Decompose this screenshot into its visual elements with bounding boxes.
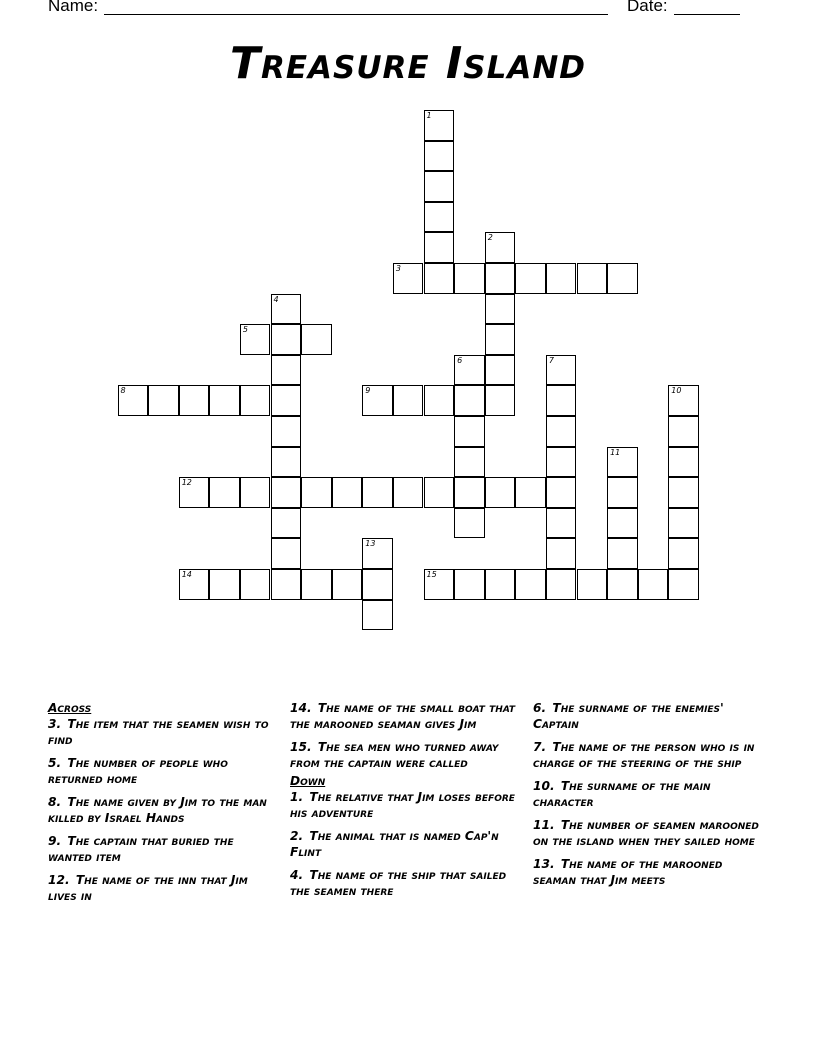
grid-cell[interactable]	[546, 263, 577, 294]
grid-cell[interactable]	[271, 508, 302, 539]
grid-cell[interactable]	[393, 263, 424, 294]
grid-cell[interactable]	[485, 569, 516, 600]
grid-cell[interactable]	[118, 385, 149, 416]
grid-cell[interactable]	[485, 385, 516, 416]
clue-text: The number of people who returned home	[48, 756, 228, 786]
clue-number-label: 4	[273, 294, 279, 304]
clue-number-label: 11	[610, 447, 621, 457]
grid-cell[interactable]	[638, 569, 669, 600]
clue-number-label: 10	[671, 386, 682, 396]
grid-cell[interactable]	[607, 263, 638, 294]
grid-cell[interactable]	[515, 477, 546, 508]
clue-number: 9.	[48, 834, 62, 848]
grid-cell[interactable]	[546, 569, 577, 600]
clue-number: 11.	[533, 818, 555, 832]
grid-cell[interactable]	[362, 569, 393, 600]
clue-number-label: 12	[181, 478, 192, 488]
clue-down-7	[533, 739, 761, 771]
grid-cell[interactable]	[362, 385, 393, 416]
grid-cell[interactable]	[454, 569, 485, 600]
grid-cell[interactable]	[485, 355, 516, 386]
date-line[interactable]	[674, 14, 740, 15]
grid-cell[interactable]	[485, 232, 516, 263]
clue-number-label: 13	[365, 539, 376, 549]
date-label: Date:	[627, 0, 668, 15]
clue-text: The number of seamen marooned on the island when they sailed home	[533, 818, 759, 848]
clue-down-1	[290, 789, 526, 821]
grid-cell[interactable]	[271, 477, 302, 508]
clue-text: The name of the small boat that the marooned seaman gives Jim	[290, 701, 516, 731]
grid-cell[interactable]	[607, 447, 638, 478]
clue-number: 1.	[290, 790, 304, 804]
grid-cell[interactable]	[607, 538, 638, 569]
grid-cell[interactable]	[424, 110, 455, 141]
grid-cell[interactable]	[546, 508, 577, 539]
grid-cell[interactable]	[668, 569, 699, 600]
clue-down-4	[290, 867, 526, 899]
clue-number-label: 7	[548, 355, 554, 365]
grid-cell[interactable]	[240, 324, 271, 355]
clue-down-11	[533, 817, 761, 849]
grid-cell[interactable]	[454, 355, 485, 386]
clue-across-9	[48, 833, 276, 865]
grid-cell[interactable]	[271, 538, 302, 569]
clue-text: The surname of the main character	[533, 779, 711, 809]
grid-cell[interactable]	[607, 477, 638, 508]
clue-number: 13.	[533, 857, 555, 871]
clue-text: The name of the person who is in charge of the steering of the ship	[533, 740, 755, 770]
clue-number: 7.	[533, 740, 547, 754]
grid-cell[interactable]	[209, 477, 240, 508]
clue-down-2	[290, 828, 526, 860]
name-label: Name:	[48, 0, 99, 15]
clue-number: 15.	[290, 740, 312, 754]
grid-cell[interactable]	[209, 385, 240, 416]
clues-column-3	[533, 700, 761, 895]
grid-cell[interactable]	[668, 508, 699, 539]
grid-cell[interactable]	[546, 447, 577, 478]
grid-cell[interactable]	[332, 569, 363, 600]
grid-cell[interactable]	[271, 355, 302, 386]
grid-cell[interactable]	[454, 508, 485, 539]
grid-cell[interactable]	[240, 569, 271, 600]
grid-cell[interactable]	[148, 385, 179, 416]
grid-cell[interactable]	[240, 477, 271, 508]
page-title: Treasure Island	[229, 38, 587, 89]
grid-cell[interactable]	[393, 385, 424, 416]
grid-cell[interactable]	[485, 324, 516, 355]
clue-number-label: 8	[120, 386, 126, 396]
clue-number-label: 9	[365, 386, 371, 396]
grid-cell[interactable]	[424, 477, 455, 508]
grid-cell[interactable]	[668, 416, 699, 447]
grid-cell[interactable]	[424, 171, 455, 202]
clue-number: 2.	[290, 829, 304, 843]
clue-text: The name of the ship that sailed the seamen there	[290, 868, 507, 898]
grid-cell[interactable]	[546, 385, 577, 416]
clue-across-3	[48, 716, 276, 748]
clue-number: 12.	[48, 873, 70, 887]
clue-down-6	[533, 700, 761, 732]
grid-cell[interactable]	[301, 324, 332, 355]
grid-cell[interactable]	[607, 508, 638, 539]
clue-number-label: 1	[426, 111, 432, 120]
grid-cell[interactable]	[546, 538, 577, 569]
clue-number: 14.	[290, 701, 312, 715]
clue-text: The sea men who turned away from the captain were called	[290, 740, 499, 770]
grid-cell[interactable]	[668, 477, 699, 508]
grid-cell[interactable]	[179, 385, 210, 416]
grid-cell[interactable]	[332, 477, 363, 508]
grid-cell[interactable]	[485, 294, 516, 325]
clues-column-2	[290, 700, 526, 906]
clue-number: 10.	[533, 779, 555, 793]
grid-cell[interactable]	[209, 569, 240, 600]
clue-text: The name of the inn that Jim lives in	[48, 873, 248, 903]
clue-number-label: 3	[395, 264, 401, 273]
clue-text: The relative that Jim loses before his adventure	[290, 790, 515, 820]
clue-number: 5.	[48, 756, 62, 770]
clue-text: The item that the seamen wish to find	[48, 717, 269, 747]
grid-cell[interactable]	[271, 416, 302, 447]
grid-cell[interactable]	[454, 447, 485, 478]
clue-text: The animal that is named Cap'n Flint	[290, 829, 499, 859]
clue-number: 3.	[48, 717, 62, 731]
clue-number: 4.	[290, 868, 304, 882]
grid-cell[interactable]	[424, 263, 455, 294]
grid-cell[interactable]	[546, 416, 577, 447]
grid-cell[interactable]	[271, 385, 302, 416]
clue-across-15	[290, 739, 526, 771]
grid-cell[interactable]	[485, 263, 516, 294]
grid-cell[interactable]	[393, 477, 424, 508]
grid-cell[interactable]	[515, 569, 546, 600]
grid-cell[interactable]	[668, 447, 699, 478]
grid-cell[interactable]	[179, 569, 210, 600]
clue-text: The surname of the enemies' Captain	[533, 701, 724, 731]
clue-down-13	[533, 856, 761, 888]
grid-cell[interactable]	[271, 294, 302, 325]
grid-cell[interactable]	[424, 569, 455, 600]
clue-number-label: 14	[181, 570, 192, 579]
grid-cell[interactable]	[362, 477, 393, 508]
grid-cell[interactable]	[271, 324, 302, 355]
clue-number-label: 5	[242, 325, 248, 335]
clue-number-label: 15	[426, 570, 437, 579]
clue-across-12	[48, 872, 276, 904]
grid-cell[interactable]	[546, 477, 577, 508]
grid-cell[interactable]	[424, 232, 455, 263]
clue-number-label: 6	[457, 355, 463, 365]
clue-across-5	[48, 755, 276, 787]
name-line[interactable]	[104, 14, 608, 15]
grid-cell[interactable]	[454, 263, 485, 294]
grid-cell[interactable]	[546, 355, 577, 386]
grid-cell[interactable]	[454, 416, 485, 447]
clue-number: 8.	[48, 795, 62, 809]
across-heading: Across	[48, 701, 92, 715]
grid-cell[interactable]	[577, 569, 608, 600]
clue-text: The name given by Jim to the man killed by Israel Hands	[48, 795, 267, 825]
grid-cell[interactable]	[179, 477, 210, 508]
grid-cell[interactable]	[485, 477, 516, 508]
grid-cell[interactable]	[301, 569, 332, 600]
grid-cell[interactable]	[424, 385, 455, 416]
grid-cell[interactable]	[424, 202, 455, 233]
down-heading: Down	[290, 774, 326, 788]
grid-cell[interactable]	[577, 263, 608, 294]
clues-column-1	[48, 700, 276, 911]
clue-down-10	[533, 778, 761, 810]
grid-cell[interactable]	[668, 385, 699, 416]
grid-cell[interactable]	[240, 385, 271, 416]
clue-text: The name of the marooned seaman that Jim meets	[533, 857, 723, 887]
clue-text: The captain that buried the wanted item	[48, 834, 234, 864]
grid-cell[interactable]	[424, 141, 455, 172]
clue-number: 6.	[533, 701, 547, 715]
grid-cell[interactable]	[454, 477, 485, 508]
clue-across-8	[48, 794, 276, 826]
grid-cell[interactable]	[271, 447, 302, 478]
grid-cell[interactable]	[607, 569, 638, 600]
clue-across-14	[290, 700, 526, 732]
grid-cell[interactable]	[668, 538, 699, 569]
grid-cell[interactable]	[454, 385, 485, 416]
grid-cell[interactable]	[301, 477, 332, 508]
grid-cell[interactable]	[515, 263, 546, 294]
grid-cell[interactable]	[362, 538, 393, 569]
clue-number-label: 2	[487, 233, 493, 243]
grid-cell[interactable]	[271, 569, 302, 600]
grid-cell[interactable]	[362, 600, 393, 631]
